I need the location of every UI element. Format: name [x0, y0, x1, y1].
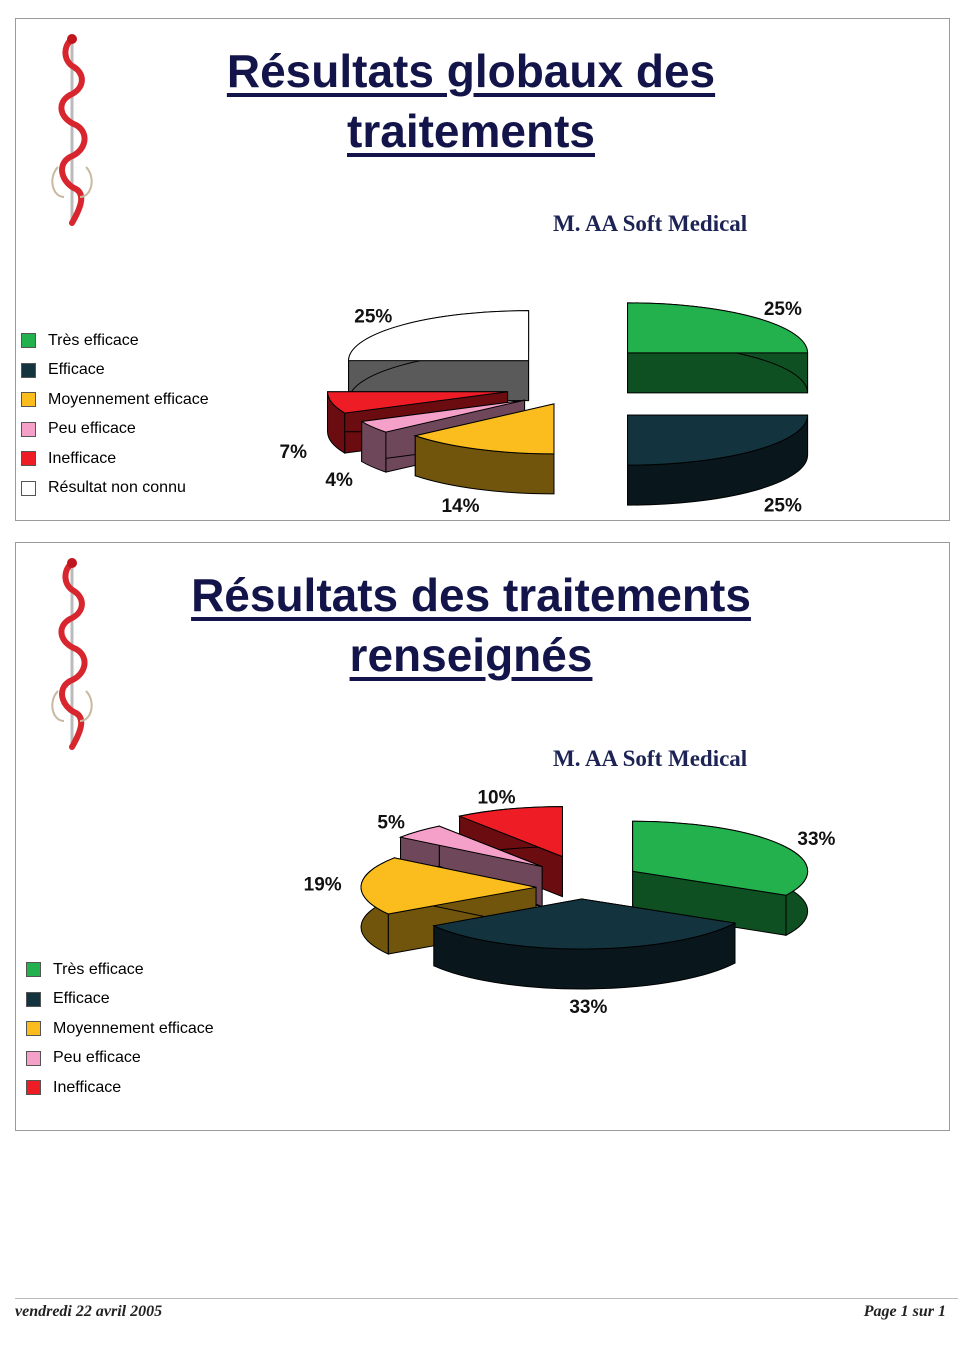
chart-panel-global: [15, 18, 950, 521]
pie-data-label: 5%: [377, 812, 405, 834]
legend-item: Très efficace: [26, 955, 214, 985]
pie-data-label: 25%: [763, 298, 802, 320]
pie-data-label: 10%: [477, 787, 516, 809]
legend-item: Moyennement efficace: [26, 1014, 214, 1044]
pie-data-label: 4%: [325, 469, 353, 491]
pie-data-label: 25%: [763, 495, 802, 517]
pie-data-label: 14%: [441, 496, 480, 518]
chart-legend: [21, 326, 209, 503]
pie-chart-global: [279, 298, 836, 519]
legend-swatch: [21, 392, 36, 407]
legend-swatch: [26, 1051, 41, 1066]
chart-title: Résultats globaux des traitements: [226, 45, 716, 157]
chart-subtitle: M. AA Soft Medical: [553, 746, 748, 771]
legend-item: Résultat non connu: [21, 474, 209, 504]
footer-page-number: Page 1 sur 1: [863, 1303, 946, 1320]
legend-item: Inefficace: [21, 444, 209, 474]
pie-slice: [628, 415, 808, 505]
legend-item: Efficace: [26, 985, 214, 1015]
legend-item: Inefficace: [26, 1073, 214, 1103]
pie-data-label: 25%: [354, 306, 393, 328]
pie-data-label: 33%: [797, 829, 836, 851]
chart-panel-renseignes: [15, 542, 950, 1131]
legend-swatch: [21, 481, 36, 496]
pie-chart-renseignes: [303, 787, 836, 1018]
caduceus-logo-icon: [44, 551, 104, 751]
legend-swatch: [26, 1021, 41, 1036]
legend-swatch: [21, 363, 36, 378]
legend-item: Moyennement efficace: [21, 385, 209, 415]
pie-data-label: 33%: [569, 996, 608, 1018]
legend-item: Efficace: [21, 356, 209, 386]
legend-swatch: [26, 1080, 41, 1095]
caduceus-logo-icon: [44, 27, 104, 227]
legend-swatch: [21, 451, 36, 466]
legend-item: Peu efficace: [26, 1044, 214, 1074]
pie-data-label: 19%: [303, 874, 342, 896]
pie-data-label: 7%: [279, 442, 307, 464]
chart-legend: [26, 955, 214, 1103]
legend-swatch: [21, 422, 36, 437]
chart-subtitle: M. AA Soft Medical: [553, 211, 748, 236]
chart-title: Résultats des traitements renseignés: [191, 569, 751, 681]
legend-swatch: [26, 992, 41, 1007]
legend-swatch: [21, 333, 36, 348]
footer-date: vendredi 22 avril 2005: [15, 1303, 163, 1320]
legend-item: Très efficace: [21, 326, 209, 356]
page-footer: [15, 1298, 958, 1320]
legend-item: Peu efficace: [21, 415, 209, 445]
legend-swatch: [26, 962, 41, 977]
